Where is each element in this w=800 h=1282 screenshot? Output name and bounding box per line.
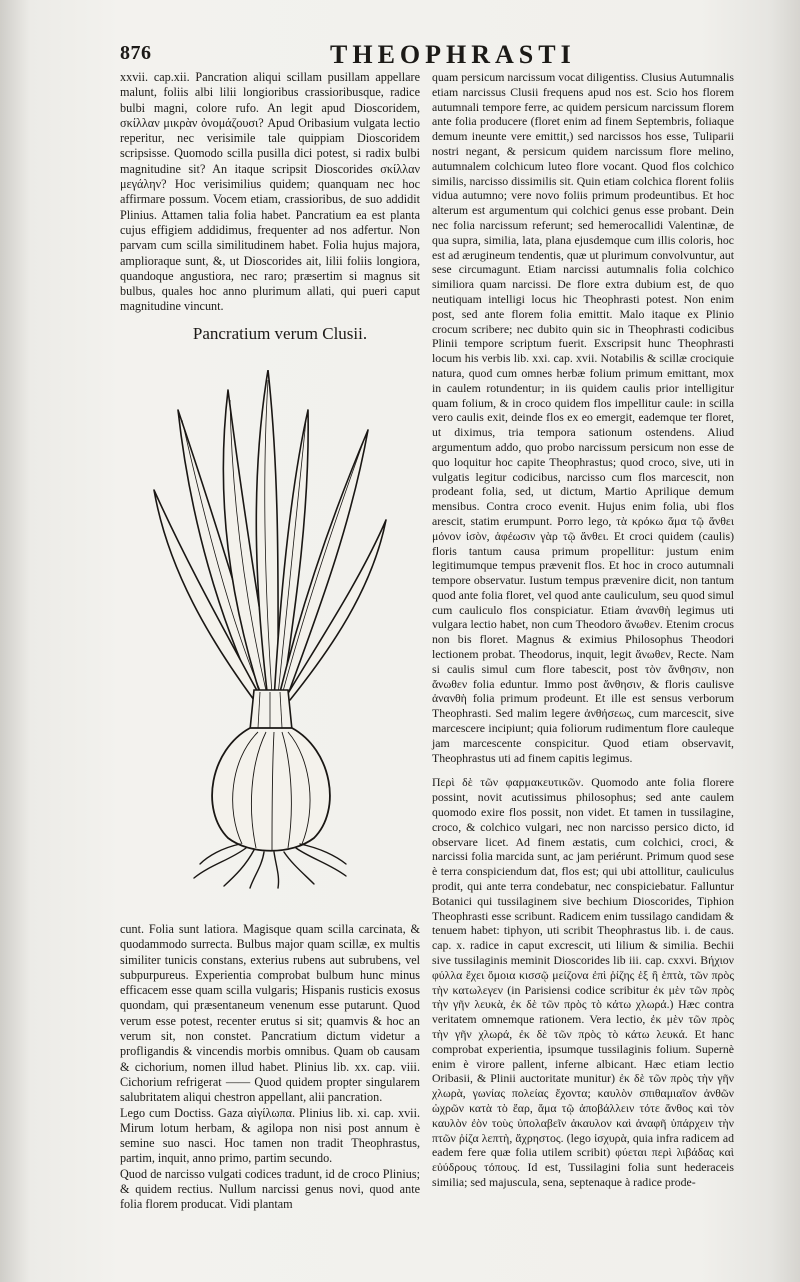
plant-bulb-woodcut-icon (150, 370, 390, 890)
right-paragraph-2: Περὶ δὲ τῶν φαρμακευτικῶν. Quomodo ante folia florere possint, novit acutissimus philosophus; sed ante caulem quomodo exire flos possit, non videt. Et tamen in tussilagine, croco, & colchico vulgari, nec non narcisso persico dicto, id observare licet. Ad finem æstatis, cum colchici, croci, & narcissi folia marcida sunt, ac jam periérunt. Primum quod sese è terra conspiciendum dat, flos est; qui ubi attollitur, cauliculus prodit, qui ante terra condebatur, nec conspiciebatur. Falluntur Botanici qui tussilaginem sive bechium Dioscorides, Tiphion Theophrasti esse scribunt. Radicem enim tussilago candidam & tenuem habet: tiphyon, uti scribit Theophrastus lib. i. de caus. cap. x. radice in caput excrescit, uti lilium & similia. Bechii sive tussilaginis meminit Dioscorides lib iii. cap. cxxvi. Βήχιον φύλλα ἔχει ὅμοια κισσῷ μείζονα ἐπὶ ῥίζης ἑξ ἢ ἑπτὰ, τῶν πρὸς τὴν κατωλεγεν (in Parisiensi codice scribitur ἐκ μὲν τῶν πρὸς τὴν γῆν λευκὰ, ἐκ δὲ τῶν πρὸς τὸ κάτω χλωρά.) Hæc contra veritatem omnemque rationem. Vera lectio, ἐκ μὲν τῶν πρὸς τὴν γῆν χλωρά, ἐκ δὲ τῶν πρὸς τὸ κάτω λευκά. Et hanc comprobat experientia, ipsumque tussilaginis folium. Supernè enim è virore pallent, inferne albicant. Hæc etiam lectio Oribasii, & Plinii auctoritate munitur) ἐκ δὲ τῶν πρὸς τὴν γῆν χλωρὰ, γωνίας πολείας ἔχοντα; καυλὸν σπιθαμιαῖον ἀνθῶν ὠχρῶν κατὰ τὸ ἔαρ, ἅμα τῷ ἀποβάλλειν τότε ἄνθος καὶ τὸν καυλὸν ἐὸν τοὺς ὑπολαβεῖν ἀκαυλον καὶ ἀναφῆ ὑπάρχειν τὴν πτῶν ῥίζα λεπτὴ, ἄχρηστος. (lego ἰσχυρὰ, quia infra radicem ad eadem fere quæ folia utilem scribit) φύεται περὶ λιβάδας καὶ εὐύδρους τόπους. Id est, Tussilagini folia sunt hederaceis similia; sed majuscula, sena, septenaque à radice prode- (432, 775, 734, 1189)
page-number: 876 (120, 42, 152, 64)
running-title: THEOPHRASTI (330, 40, 576, 69)
left-column-top-text (120, 70, 420, 315)
left-top-paragraph: xxvii. cap.xii. Pancration aliqui scillam pusillam appellare malunt, foliis albi lilii longioribus crassioribusque, radice bulbi magni, colore rufo. An legit apud Dioscoridem, σκίλλαν μικρὰν ὀνομάζουσι? Apud Oribasium vulgata lectio reperitur, nec verisimile tale quippiam Dioscoridem scripsisse. Quomodo scilla pusilla dici potest, si radix bulbi magnitudine sit? An itaque scripsit Dioscorides σκίλλαν μεγάλην? Hoc verisimilius quidem; quanquam nec hoc affirmare possum. Vocem etiam, crassioribus, de suo addidit Plinius. Attamen talia folia habet. Pancratium ea est planta cujus effigiem addidimus, frequenter ad nos adfertur. Non parvam cum scilla similitudinem habet. Folia hujus majora, amplioraque sunt, &, ut Dioscorides ait, lilii foliis longiora, quandoque angustiora, nec raro; præsertim si magnus sit bulbus, quales hoc anno plurimum allati, qui pueri caput magnitudine vincunt. (120, 70, 420, 314)
right-column-text (432, 70, 734, 1190)
right-paragraph-1: quam persicum narcissum vocat diligentiss. Clusius Autumnalis etiam narcissus Clusii frequens apud nos est. Scio hos florem autumnali tempore ferre, ac quidem persicum narcissum florem ante folia producere (floret enim ad finem Septembris, foliaque demum ineunte vere emittit,) sed narcissos hos esse, Tuliparii nostri negant, & persicum quidem narcissum flore melino, autumnalem colchicum luteo flore vocant. Quod flos colchico similis, narcisso dissimilis sit. Quin etiam colchica florent foliis vidua autumno; vere novo foliis primum prodeuntibus. Et hoc alterum est argumentum qui colchici genus esse probant. Dein nec folia narcissum referunt; sed hemerocallidi Valentinæ, de qua supra, similia, lata, plana ejusdemque cum illis coloris, hoc est ad ærugineum tendentis, quæ ut plurimum convolvuntur, aut sese circumagunt. Etiam narcissi autumnalis folia colchico similiora quam narcissi. De flore extra dubium est, de quo neutiquam intelligi locus hic Theophrasti potest. Non enim post, sed ante florem folia emittit. Malo itaque ex Plinio crocum scribere; nec dubito quin sic in Theophrasti codicibus Plinii tempore scriptum fuerit. Exscripsit hunc Theophrasti locum his verbis lib. xxi. cap. xvii. Notabilis & scillæ crociquie natura, quod cum omnes herbæ folium primum emittant, mox in caulem rotundentur; in iis quidem caulis prior intelligitur quam folium, & in croco quidem flos impellitur caule: in scilla vero caulis exit, deinde flos ex eo emergit, eademque ter floret, ut diximus, tria tempora sationum ostendens. Aliud argumentum addo, quo probo narcissum persicum non esse de quo loquitur hoc capite Theophrastus; quod croco, sive, uti in vulgatis legitur codicibus, narcisso cum flos marcescit, non prodeant folia, sed, ut dictum, Martio Aprilique demum mensibus. Contra croco evenit. Hujus enim folia, ubi flos arescit, statim erumpunt. Porro lego, τὰ κρόκω ἅμα τῷ ἄνθει μόνον ἰσὸν, ἀφέωσιν γὰρ τῷ ἄνθει. Et croci quidem (caulis) floris tantum causa primum propellitur: justum enim legitimumque tempus prævenit flos. Et hoc in croco autumnali tempore observatur. Iustum tempus prævenire dicit, non tantum quod ante folia floret, vel quod ante cauliculum, seu quod simul cum cauliculo flos conspiciatur. Etiam ἀνανθὴ legimus uti vulgara lectio habet, non cum Theodoro ἄνωθεν. Etenim crocus non bis floret. Magnus & eximius Philosophus Theodori lectionem probat. Theodorus, inquit, legit ἄνωθεν, Recte. Nam si caulis simul cum flore tabescit, post τὸν ἄνθησιν, non ἄνωθεν folia eduntur. Immo post ἄνθησιν, & floris caulisve ἀνανθὴ folia primum prodeunt. Et ille est sensus verborum Theophrasti. Sed malim legere ἀνθήσεως, cum marcescit, sive marcescere incipiunt; quia foliorum rudimentum flore cauleque jam marcescente conspicitur. Quod etiam observavit, Theophrastus uti ad finem capitis legimus. (432, 70, 734, 765)
plant-illustration (150, 370, 390, 890)
left-column-bottom-text (120, 922, 420, 1213)
page-header (120, 40, 780, 70)
figure-caption: Pancratium verum Clusii. (192, 324, 368, 343)
left-bottom-paragraph: cunt. Folia sunt latiora. Magisque quam scilla carcinata, & quodammodo surrecta. Bulbus major quam scillæ, ex multis similiter tunicis constans, exterius rubens aut subrubens, vel subpurpureus. Experientia comprobat bulbum hunc minus efficacem esse quam scilla vulgaris; Hispanis rusticis exosus quondam, qui præsentaneum venenum esse putarunt. Quod verum esse potest, recenter erutus si sit; quamvis & hoc an verum sit, non constet. Pancratium dictum videtur a profligandis & vincendis morbis omnibus. Quam ob causam & cichorium, nomen illud habet. Plinius lib. xx. cap. viii. Cichorium refrigerat —— Quod quidem propter singularem salubritatem aliqui chestron appellant, alii pancration. Lego cum Doctiss. Gaza αἰγίλωπα. Plinius lib. xi. cap. xvii. Mirum lotum herbam, & agilopa non nisi post annum è semine suo nasci. Hoc tamen non tradit Theophrastus, partim, inquit, anno primo, partim secundo. Quod de narcisso vulgati codices tradunt, id de croco Plinius; & quidem rectius. Nullum narcissi genus novi, quod ante folia florem producat. Vidi plantam (120, 922, 420, 1212)
